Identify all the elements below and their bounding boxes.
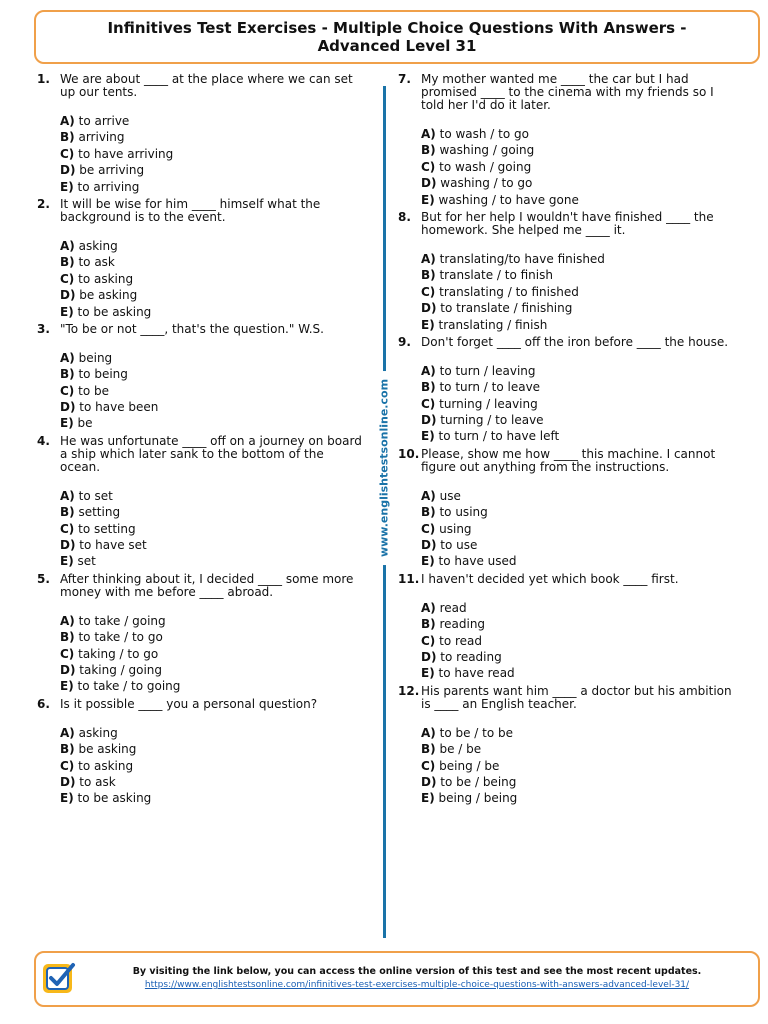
answer-option[interactable] xyxy=(421,741,738,757)
question-5 xyxy=(37,573,367,695)
question-9 xyxy=(398,336,738,445)
question-number: 10. xyxy=(398,446,420,461)
option-text: to have set xyxy=(79,538,147,553)
answer-option[interactable] xyxy=(60,741,367,757)
option-text: arriving xyxy=(78,130,125,145)
question-7 xyxy=(398,73,738,208)
question-number: 7. xyxy=(398,72,411,86)
answer-options xyxy=(60,113,367,195)
answer-option[interactable] xyxy=(60,537,367,553)
option-letter: C) xyxy=(421,396,436,411)
option-text: asking xyxy=(78,725,118,740)
option-text: to arriving xyxy=(77,179,140,194)
answer-option[interactable] xyxy=(421,379,738,395)
question-4 xyxy=(37,435,367,570)
option-text: to have used xyxy=(438,554,517,569)
answer-option[interactable] xyxy=(421,600,738,616)
title-box xyxy=(34,10,760,64)
answer-option[interactable] xyxy=(421,428,738,444)
option-text: to have been xyxy=(79,400,159,415)
option-text: to being xyxy=(78,367,128,382)
option-letter: E) xyxy=(421,192,435,207)
answer-option[interactable] xyxy=(421,192,738,208)
answer-option[interactable] xyxy=(421,758,738,774)
answer-options xyxy=(60,725,367,807)
question-text: "To be or not ____, that's the question." W.S. xyxy=(60,321,324,336)
answer-option[interactable] xyxy=(421,175,738,191)
option-letter: B) xyxy=(421,742,436,757)
answer-option[interactable] xyxy=(421,267,738,283)
answer-options xyxy=(421,600,738,682)
answer-option[interactable] xyxy=(421,396,738,412)
answer-option[interactable] xyxy=(421,649,738,665)
option-letter: A) xyxy=(421,251,436,266)
option-text: to setting xyxy=(78,521,136,536)
answer-option[interactable] xyxy=(60,504,367,520)
option-text: be / be xyxy=(439,742,482,757)
option-letter: E) xyxy=(60,679,74,694)
option-letter: E) xyxy=(421,791,435,806)
page-title-line-2: Advanced Level 31 xyxy=(317,37,477,55)
option-letter: C) xyxy=(421,521,436,536)
option-text: to ask xyxy=(78,255,115,270)
answer-option[interactable] xyxy=(421,665,738,681)
option-letter: B) xyxy=(421,505,436,520)
question-text: I haven't decided yet which book ____ first. xyxy=(421,571,679,586)
answer-option[interactable] xyxy=(421,553,738,569)
question-3 xyxy=(37,323,367,432)
option-letter: D) xyxy=(421,774,437,789)
answer-options xyxy=(421,488,738,570)
option-text: to ask xyxy=(79,774,116,789)
option-letter: E) xyxy=(60,791,74,806)
option-text: be xyxy=(77,416,93,431)
answer-option[interactable] xyxy=(60,662,367,678)
answer-option[interactable] xyxy=(60,113,367,129)
answer-option[interactable] xyxy=(60,758,367,774)
question-number: 12. xyxy=(398,683,420,698)
option-letter: B) xyxy=(421,268,436,283)
option-text: to use xyxy=(440,538,478,553)
option-letter: A) xyxy=(421,600,436,615)
question-8 xyxy=(398,211,738,333)
option-text: taking / to go xyxy=(78,646,159,661)
option-letter: E) xyxy=(60,304,74,319)
option-letter: A) xyxy=(60,238,75,253)
option-letter: C) xyxy=(60,271,75,286)
answer-option[interactable] xyxy=(421,412,738,428)
answer-option[interactable] xyxy=(60,304,367,320)
option-text: translating / to finished xyxy=(439,284,579,299)
question-6 xyxy=(37,698,367,807)
option-text: turning / leaving xyxy=(439,396,538,411)
option-letter: D) xyxy=(60,774,76,789)
question-text: It will be wise for him ____ himself what the background is to the event. xyxy=(60,196,321,224)
footer-text: By visiting the link below, you can access the online version of this test and see the most recent updates. xyxy=(132,966,702,977)
answer-option[interactable] xyxy=(60,678,367,694)
option-text: washing / going xyxy=(439,143,535,158)
answer-option[interactable] xyxy=(421,284,738,300)
option-letter: A) xyxy=(421,363,436,378)
option-text: being xyxy=(78,350,113,365)
answer-option[interactable] xyxy=(421,521,738,537)
option-letter: C) xyxy=(60,758,75,773)
option-letter: B) xyxy=(60,742,75,757)
option-letter: B) xyxy=(421,143,436,158)
footer-link[interactable]: https://www.englishtestsonline.com/infinitives-test-exercises-multiple-choice-questions-with-answers-advanced-level-31/ xyxy=(144,980,690,990)
option-text: to be / being xyxy=(440,774,517,789)
option-letter: E) xyxy=(421,429,435,444)
answer-option[interactable] xyxy=(421,142,738,158)
answer-option[interactable] xyxy=(60,129,367,145)
page-title-line-1: Infinitives Test Exercises - Multiple Choice Questions With Answers - xyxy=(107,19,687,37)
option-text: reading xyxy=(439,617,486,632)
option-letter: D) xyxy=(60,662,76,677)
question-number: 8. xyxy=(398,209,411,224)
option-letter: D) xyxy=(421,176,437,191)
answer-option[interactable] xyxy=(421,537,738,553)
answer-option[interactable] xyxy=(60,415,367,431)
question-number: 2. xyxy=(37,196,50,211)
option-letter: D) xyxy=(421,538,437,553)
option-letter: C) xyxy=(60,646,75,661)
option-text: being / be xyxy=(439,758,500,773)
answer-option[interactable] xyxy=(60,146,367,162)
option-letter: B) xyxy=(60,505,75,520)
question-text: Is it possible ____ you a personal question? xyxy=(60,696,318,711)
option-letter: A) xyxy=(421,127,436,141)
question-number: 11. xyxy=(398,571,420,586)
answer-option[interactable] xyxy=(60,399,367,415)
option-text: washing / to have gone xyxy=(438,192,579,207)
question-text: He was unfortunate ____ off on a journey on board a ship which later sank to the bottom of the ocean. xyxy=(60,433,362,474)
answer-option[interactable] xyxy=(60,179,367,195)
option-letter: A) xyxy=(421,725,436,740)
option-letter: B) xyxy=(60,630,75,645)
option-letter: B) xyxy=(421,617,436,632)
option-letter: C) xyxy=(421,758,436,773)
answer-option[interactable] xyxy=(60,238,367,254)
answer-option[interactable] xyxy=(60,553,367,569)
answer-option[interactable] xyxy=(421,633,738,649)
question-number: 5. xyxy=(37,571,50,586)
answer-option[interactable] xyxy=(421,300,738,316)
option-letter: E) xyxy=(60,554,74,569)
option-letter: C) xyxy=(60,146,75,161)
option-text: to using xyxy=(439,505,488,520)
question-text: We are about ____ at the place where we can set up our tents. xyxy=(60,72,353,99)
option-letter: C) xyxy=(60,383,75,398)
option-text: set xyxy=(77,554,96,569)
answer-option[interactable] xyxy=(421,488,738,504)
option-letter: E) xyxy=(60,179,74,194)
option-text: be arriving xyxy=(79,163,145,178)
answer-option[interactable] xyxy=(60,613,367,629)
option-text: to turn / leaving xyxy=(439,363,536,378)
answer-option[interactable] xyxy=(60,521,367,537)
option-letter: E) xyxy=(60,416,74,431)
option-text: to be asking xyxy=(77,304,152,319)
option-letter: A) xyxy=(60,613,75,628)
option-text: to turn / to have left xyxy=(438,429,560,444)
option-text: to asking xyxy=(78,758,134,773)
option-text: to arrive xyxy=(78,114,130,128)
option-letter: D) xyxy=(60,538,76,553)
option-letter: E) xyxy=(421,317,435,332)
question-text: My mother wanted me ____ the car but I had promised ____ to the cinema with my friends so I told her I'd do it later. xyxy=(421,72,714,112)
question-11 xyxy=(398,573,738,682)
option-text: to take / going xyxy=(78,613,166,628)
option-letter: A) xyxy=(60,488,75,503)
question-text: His parents want him ____ a doctor but his ambition is ____ an English teacher. xyxy=(421,683,732,711)
answer-options xyxy=(421,126,738,208)
answer-option[interactable] xyxy=(421,317,738,333)
option-text: to take / to go xyxy=(78,630,163,645)
answer-option[interactable] xyxy=(60,790,367,806)
answer-options xyxy=(421,251,738,333)
option-letter: A) xyxy=(60,725,75,740)
option-text: setting xyxy=(78,505,121,520)
question-text: Please, show me how ____ this machine. I cannot figure out anything from the instructions. xyxy=(421,446,716,474)
question-text: Don't forget ____ off the iron before ____ the house. xyxy=(421,334,729,349)
answer-options xyxy=(421,363,738,445)
answer-option[interactable] xyxy=(60,383,367,399)
option-letter: D) xyxy=(60,163,76,178)
questions-column-left xyxy=(37,73,367,807)
option-text: to turn / to leave xyxy=(439,380,541,395)
question-1 xyxy=(37,73,367,195)
option-text: to have arriving xyxy=(78,146,174,161)
question-text: After thinking about it, I decided ____ some more money with me before ____ abroad. xyxy=(60,571,354,599)
answer-option[interactable] xyxy=(60,254,367,270)
option-letter: E) xyxy=(421,554,435,569)
option-text: translating / finish xyxy=(438,317,548,332)
option-text: to take / to going xyxy=(77,679,181,694)
option-text: to be / to be xyxy=(439,725,514,740)
question-10 xyxy=(398,448,738,570)
option-letter: D) xyxy=(60,400,76,415)
answer-option[interactable] xyxy=(421,504,738,520)
option-letter: A) xyxy=(60,114,75,128)
answer-options xyxy=(60,350,367,432)
answer-options xyxy=(60,613,367,695)
answer-option[interactable] xyxy=(60,350,367,366)
option-text: to translate / finishing xyxy=(440,301,573,316)
option-text: to be asking xyxy=(77,791,152,806)
option-text: using xyxy=(439,521,472,536)
option-letter: C) xyxy=(421,633,436,648)
option-letter: D) xyxy=(421,413,437,428)
question-2 xyxy=(37,198,367,320)
answer-option[interactable] xyxy=(60,774,367,790)
option-text: to set xyxy=(78,488,113,503)
option-text: to be xyxy=(78,383,109,398)
option-text: to asking xyxy=(78,271,134,286)
option-text: to reading xyxy=(440,649,502,664)
watermark-url: www.englishtestsonline.com xyxy=(372,371,397,565)
option-text: read xyxy=(439,600,467,615)
option-letter: B) xyxy=(60,130,75,145)
option-letter: D) xyxy=(421,301,437,316)
answer-option[interactable] xyxy=(421,159,738,175)
option-text: be asking xyxy=(79,288,138,303)
option-text: taking / going xyxy=(79,662,163,677)
option-text: asking xyxy=(78,238,118,253)
answer-option[interactable] xyxy=(421,774,738,790)
option-text: to have read xyxy=(438,666,515,681)
answer-option[interactable] xyxy=(60,271,367,287)
option-letter: E) xyxy=(421,666,435,681)
option-text: being / being xyxy=(438,791,518,806)
answer-option[interactable] xyxy=(60,287,367,303)
answer-option[interactable] xyxy=(60,629,367,645)
answer-options xyxy=(421,725,738,807)
answer-option[interactable] xyxy=(421,725,738,741)
answer-options xyxy=(60,238,367,320)
answer-option[interactable] xyxy=(421,251,738,267)
question-number: 9. xyxy=(398,334,411,349)
answer-option[interactable] xyxy=(60,488,367,504)
option-text: washing / to go xyxy=(440,176,533,191)
option-letter: D) xyxy=(60,288,76,303)
option-letter: B) xyxy=(60,255,75,270)
option-letter: C) xyxy=(60,521,75,536)
question-text: But for her help I wouldn't have finished ____ the homework. She helped me ____ it. xyxy=(421,209,714,237)
option-text: translating/to have finished xyxy=(439,251,605,266)
option-letter: A) xyxy=(421,488,436,503)
checkbox-logo-icon xyxy=(42,961,76,995)
question-number: 6. xyxy=(37,696,50,711)
option-text: to wash / to go xyxy=(439,127,529,141)
option-text: to wash / going xyxy=(439,159,532,174)
answer-option[interactable] xyxy=(60,725,367,741)
option-text: turning / to leave xyxy=(440,413,544,428)
option-letter: C) xyxy=(421,284,436,299)
answer-option[interactable] xyxy=(60,366,367,382)
question-number: 4. xyxy=(37,433,50,448)
option-letter: A) xyxy=(60,350,75,365)
questions-column-right xyxy=(398,73,738,807)
option-letter: C) xyxy=(421,159,436,174)
question-12 xyxy=(398,685,738,807)
option-letter: B) xyxy=(421,380,436,395)
option-letter: B) xyxy=(60,367,75,382)
answer-option[interactable] xyxy=(421,363,738,379)
option-text: to read xyxy=(439,633,483,648)
footer-box xyxy=(34,951,760,1007)
answer-option[interactable] xyxy=(421,616,738,632)
option-text: translate / to finish xyxy=(439,268,553,283)
question-number: 1. xyxy=(37,72,50,86)
answer-option[interactable] xyxy=(421,790,738,806)
option-text: use xyxy=(439,488,461,503)
option-text: be asking xyxy=(78,742,137,757)
answer-options xyxy=(60,488,367,570)
answer-option[interactable] xyxy=(60,162,367,178)
option-letter: D) xyxy=(421,649,437,664)
answer-option[interactable] xyxy=(421,126,738,142)
question-number: 3. xyxy=(37,321,50,336)
answer-option[interactable] xyxy=(60,646,367,662)
